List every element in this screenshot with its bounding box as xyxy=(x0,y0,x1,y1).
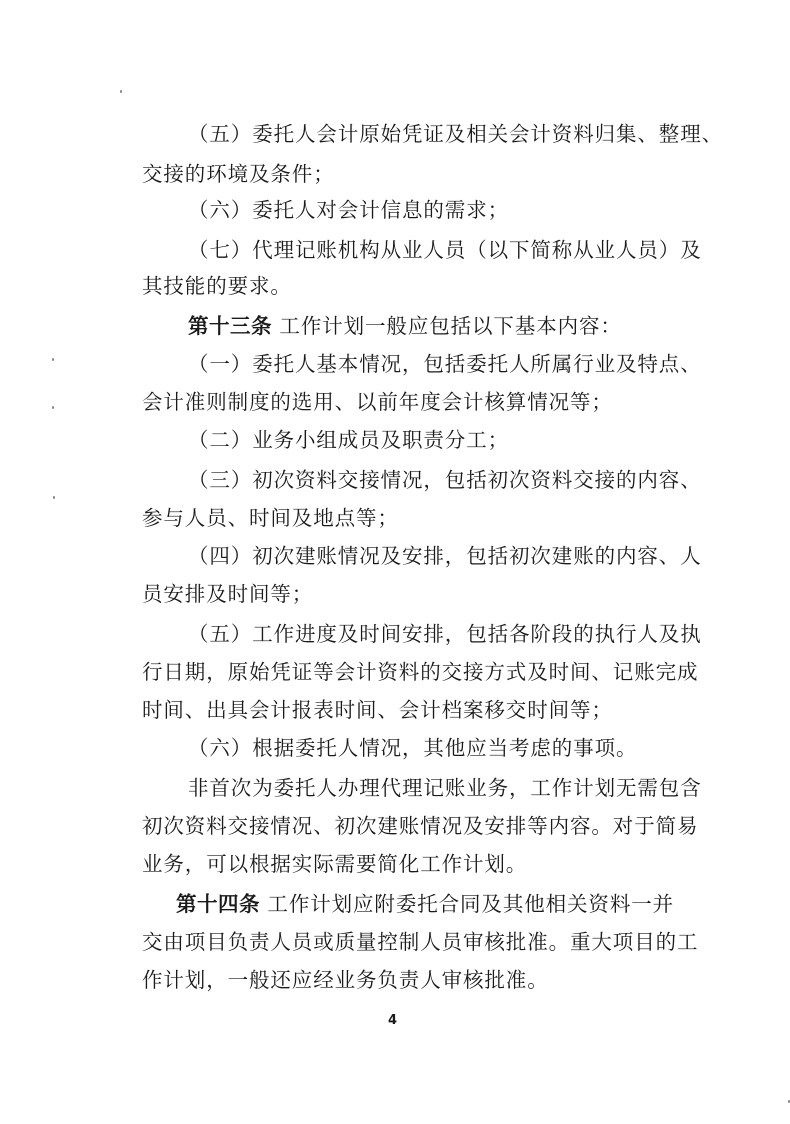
text-line: （五）工作进度及时间安排，包括各阶段的执行人及执 xyxy=(188,622,702,646)
text-line: 会计准则制度的选用、以前年度会计核算情况等； xyxy=(142,390,613,414)
text-line: 初次资料交接情况、初次建账情况及安排等内容。对于简易 xyxy=(142,814,699,838)
text-line: （五）委托人会计原始凭证及相关会计资料归集、整理、 xyxy=(188,122,723,146)
text-line: 员安排及时间等； xyxy=(142,582,314,606)
article-13-text: 工作计划一般应包括以下基本内容： xyxy=(279,314,622,338)
text-line: 非首次为委托人办理代理记账业务，工作计划无需包含 xyxy=(188,776,702,800)
article-14-text: 工作计划应附委托合同及其他相关资料一并 xyxy=(267,892,675,916)
article-14-line xyxy=(176,884,674,924)
text-line: 作计划，一般还应经业务负责人审核批准。 xyxy=(142,968,549,992)
text-line: 业务，可以根据实际需要简化工作计划。 xyxy=(142,852,528,876)
text-line: 参与人员、时间及地点等； xyxy=(142,506,399,530)
article-14-heading: 第十四条 xyxy=(176,892,260,916)
page-number: 4 xyxy=(388,1013,398,1028)
article-13-line xyxy=(188,306,622,346)
scan-speck xyxy=(120,90,122,93)
article-13-heading: 第十三条 xyxy=(188,314,272,338)
text-line: （六）委托人对会计信息的需求； xyxy=(188,198,509,222)
text-line: 交接的环境及条件； xyxy=(142,162,335,186)
text-line: （四）初次建账情况及安排，包括初次建账的内容、人 xyxy=(188,544,702,568)
text-line: （一）委托人基本情况，包括委托人所属行业及特点、 xyxy=(188,352,702,376)
text-line: 交由项目负责人员或质量控制人员审核批准。重大项目的工 xyxy=(142,930,699,954)
scan-speck xyxy=(52,406,54,409)
text-line: （三）初次资料交接情况，包括初次资料交接的内容、 xyxy=(188,468,702,492)
text-line: （七）代理记账机构从业人员（以下简称从业人员）及 xyxy=(188,238,702,262)
text-line: 其技能的要求。 xyxy=(142,274,292,298)
text-line: 行日期，原始凭证等会计资料的交接方式及时间、记账完成 xyxy=(142,660,699,684)
text-line: （二）业务小组成员及职责分工； xyxy=(188,428,509,452)
text-line: （六）根据委托人情况，其他应当考虑的事项。 xyxy=(188,736,638,760)
scan-speck xyxy=(52,358,54,361)
scan-speck xyxy=(53,496,55,499)
text-line: 时间、出具会计报表时间、会计档案移交时间等； xyxy=(142,698,613,722)
